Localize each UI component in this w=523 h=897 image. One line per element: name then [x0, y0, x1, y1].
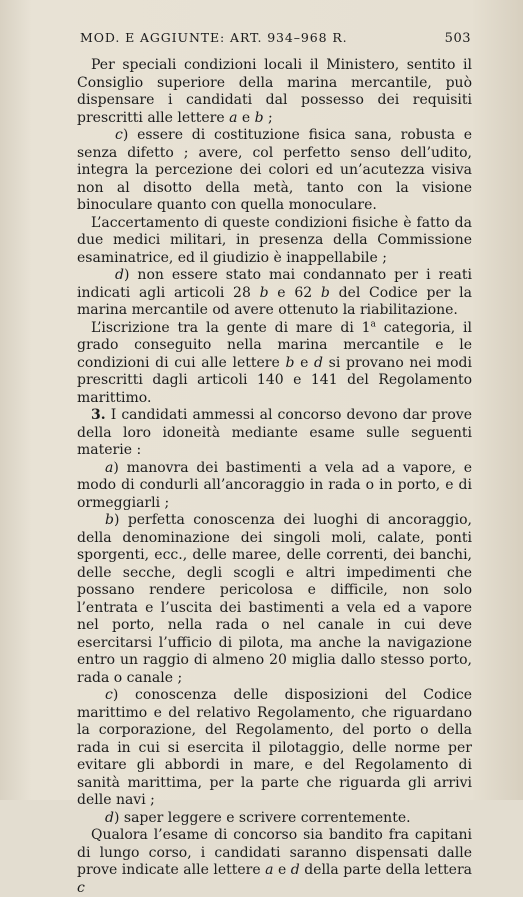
running-title: MOD. E AGGIUNTE: ART. 934–968 R.: [80, 30, 348, 45]
paragraph: [77, 320, 472, 408]
text-run: ) perfetta conoscenza dei luoghi di ancoraggio, della denominazione dei singoli moli, calate, ponti sporgenti, ecc., delle maree, delle correnti, dei banchi, delle secche, degli scogli e altri impedimenti che possano rendere pericolosa e difficile, non solo l’entrata e l’uscita dei bastimenti a vela ed a vapore nel porto, nella rada o nel canale in cui deve esercitarsi l’ufficio di pilota, ma anche la navigazione entro un raggio di almeno 20 miglia dallo stesso porto, rada o canale ;: [77, 512, 472, 686]
paragraph: [77, 267, 472, 320]
text-run: del Codice per la marina mercantile od avere ottenuto la riabilitazione.: [77, 284, 472, 318]
italic-letter: d: [290, 862, 300, 878]
text-run: L’accertamento di queste condizioni fisiche è fatto da due medici militari, in presenza della Commissione esaminatrice, ed il giudizio è inappellabile ;: [77, 214, 472, 266]
superscript: a: [370, 318, 376, 329]
text-run: ) manovra dei bastimenti a vela ad a vapore, e modo di condurli all’ancoraggio in rada o in porto, e di ormeggiarli ;: [77, 459, 472, 511]
text-run: ) conoscenza delle disposizioni del Codice marittimo e del relativo Regolamento, che riguardano la corporazione, del Regolamento, del porto o della rada in cui si esercita il pilotaggio, delle norme per evitare gli abbordi in mare, e del Regolamento di sanità marittima, per la parte che riguarda gli arrivi delle navi ;: [77, 687, 472, 808]
text-run: ) non essere stato mai condannato per i reati indicati agli articoli 28: [77, 267, 472, 301]
italic-letter: b: [254, 109, 264, 126]
paragraph: [77, 687, 472, 810]
paragraph: [77, 827, 472, 897]
italic-letter: b: [259, 284, 269, 301]
italic-letter: d: [115, 267, 124, 283]
section-number: 3.: [91, 407, 106, 423]
italic-letter: b: [285, 354, 295, 371]
paragraph: [77, 407, 472, 460]
text-run: e: [273, 862, 291, 878]
text-run: della parte della lettera: [299, 862, 473, 878]
text-run: I candidati ammessi al concorso devono dar prove della loro idoneità mediante esame sulle seguenti materie :: [77, 407, 472, 458]
paragraph: [77, 215, 472, 268]
text-run: si provano nei modi prescritti dagli articoli 140 e 141 del Regolamento marittimo.: [77, 354, 472, 406]
text-run: e: [237, 109, 255, 126]
text-run: ;: [263, 109, 273, 126]
paragraph: [77, 810, 472, 828]
text-run: e 62: [268, 284, 321, 301]
italic-letter: b: [320, 284, 330, 301]
text-run: L’iscrizione tra la gente di mare di 1: [91, 319, 371, 336]
text-run: Qualora l’esame di concorso sia bandito fra capitani di lungo corso, i candidati saranno dispensati dalle prove indicate alle lettere: [77, 827, 472, 878]
text-run: Per speciali condizioni locali il Ministero, sentito il Consiglio superiore della marina mercantile, può dispensare i candidati dal possesso dei requisiti prescritti alle lettere: [77, 57, 472, 126]
italic-letter: a: [265, 862, 274, 878]
body-text: [77, 57, 472, 897]
italic-letter: b: [105, 512, 114, 528]
text-run: categoria, il grado conseguito nella marina mercantile e le condizioni di cui alle lettere: [77, 319, 473, 371]
paragraph: [77, 460, 472, 513]
italic-letter: a: [105, 459, 114, 476]
italic-letter: d: [105, 809, 114, 826]
paragraph: [77, 57, 472, 127]
page-number: 503: [444, 31, 471, 46]
running-header: [80, 30, 471, 46]
italic-letter: c: [105, 687, 113, 703]
italic-letter: d: [314, 354, 323, 371]
text-run: ) essere di costituzione fisica sana, robusta e senza difetto ; avere, col perfetto senso dell’udito, integra la percezione dei colori ed un’acutezza visiva non al disotto della metà, tanto con la visione binoculare quanto con quella monoculare.: [77, 127, 472, 213]
text-run: e: [294, 354, 315, 371]
paragraph: [77, 512, 472, 687]
text-run: ) saper leggere e scrivere correntemente.: [113, 809, 411, 826]
paragraph: [77, 127, 472, 215]
italic-letter: a: [229, 109, 238, 126]
italic-letter: c: [77, 879, 85, 896]
italic-letter: c: [115, 127, 123, 143]
